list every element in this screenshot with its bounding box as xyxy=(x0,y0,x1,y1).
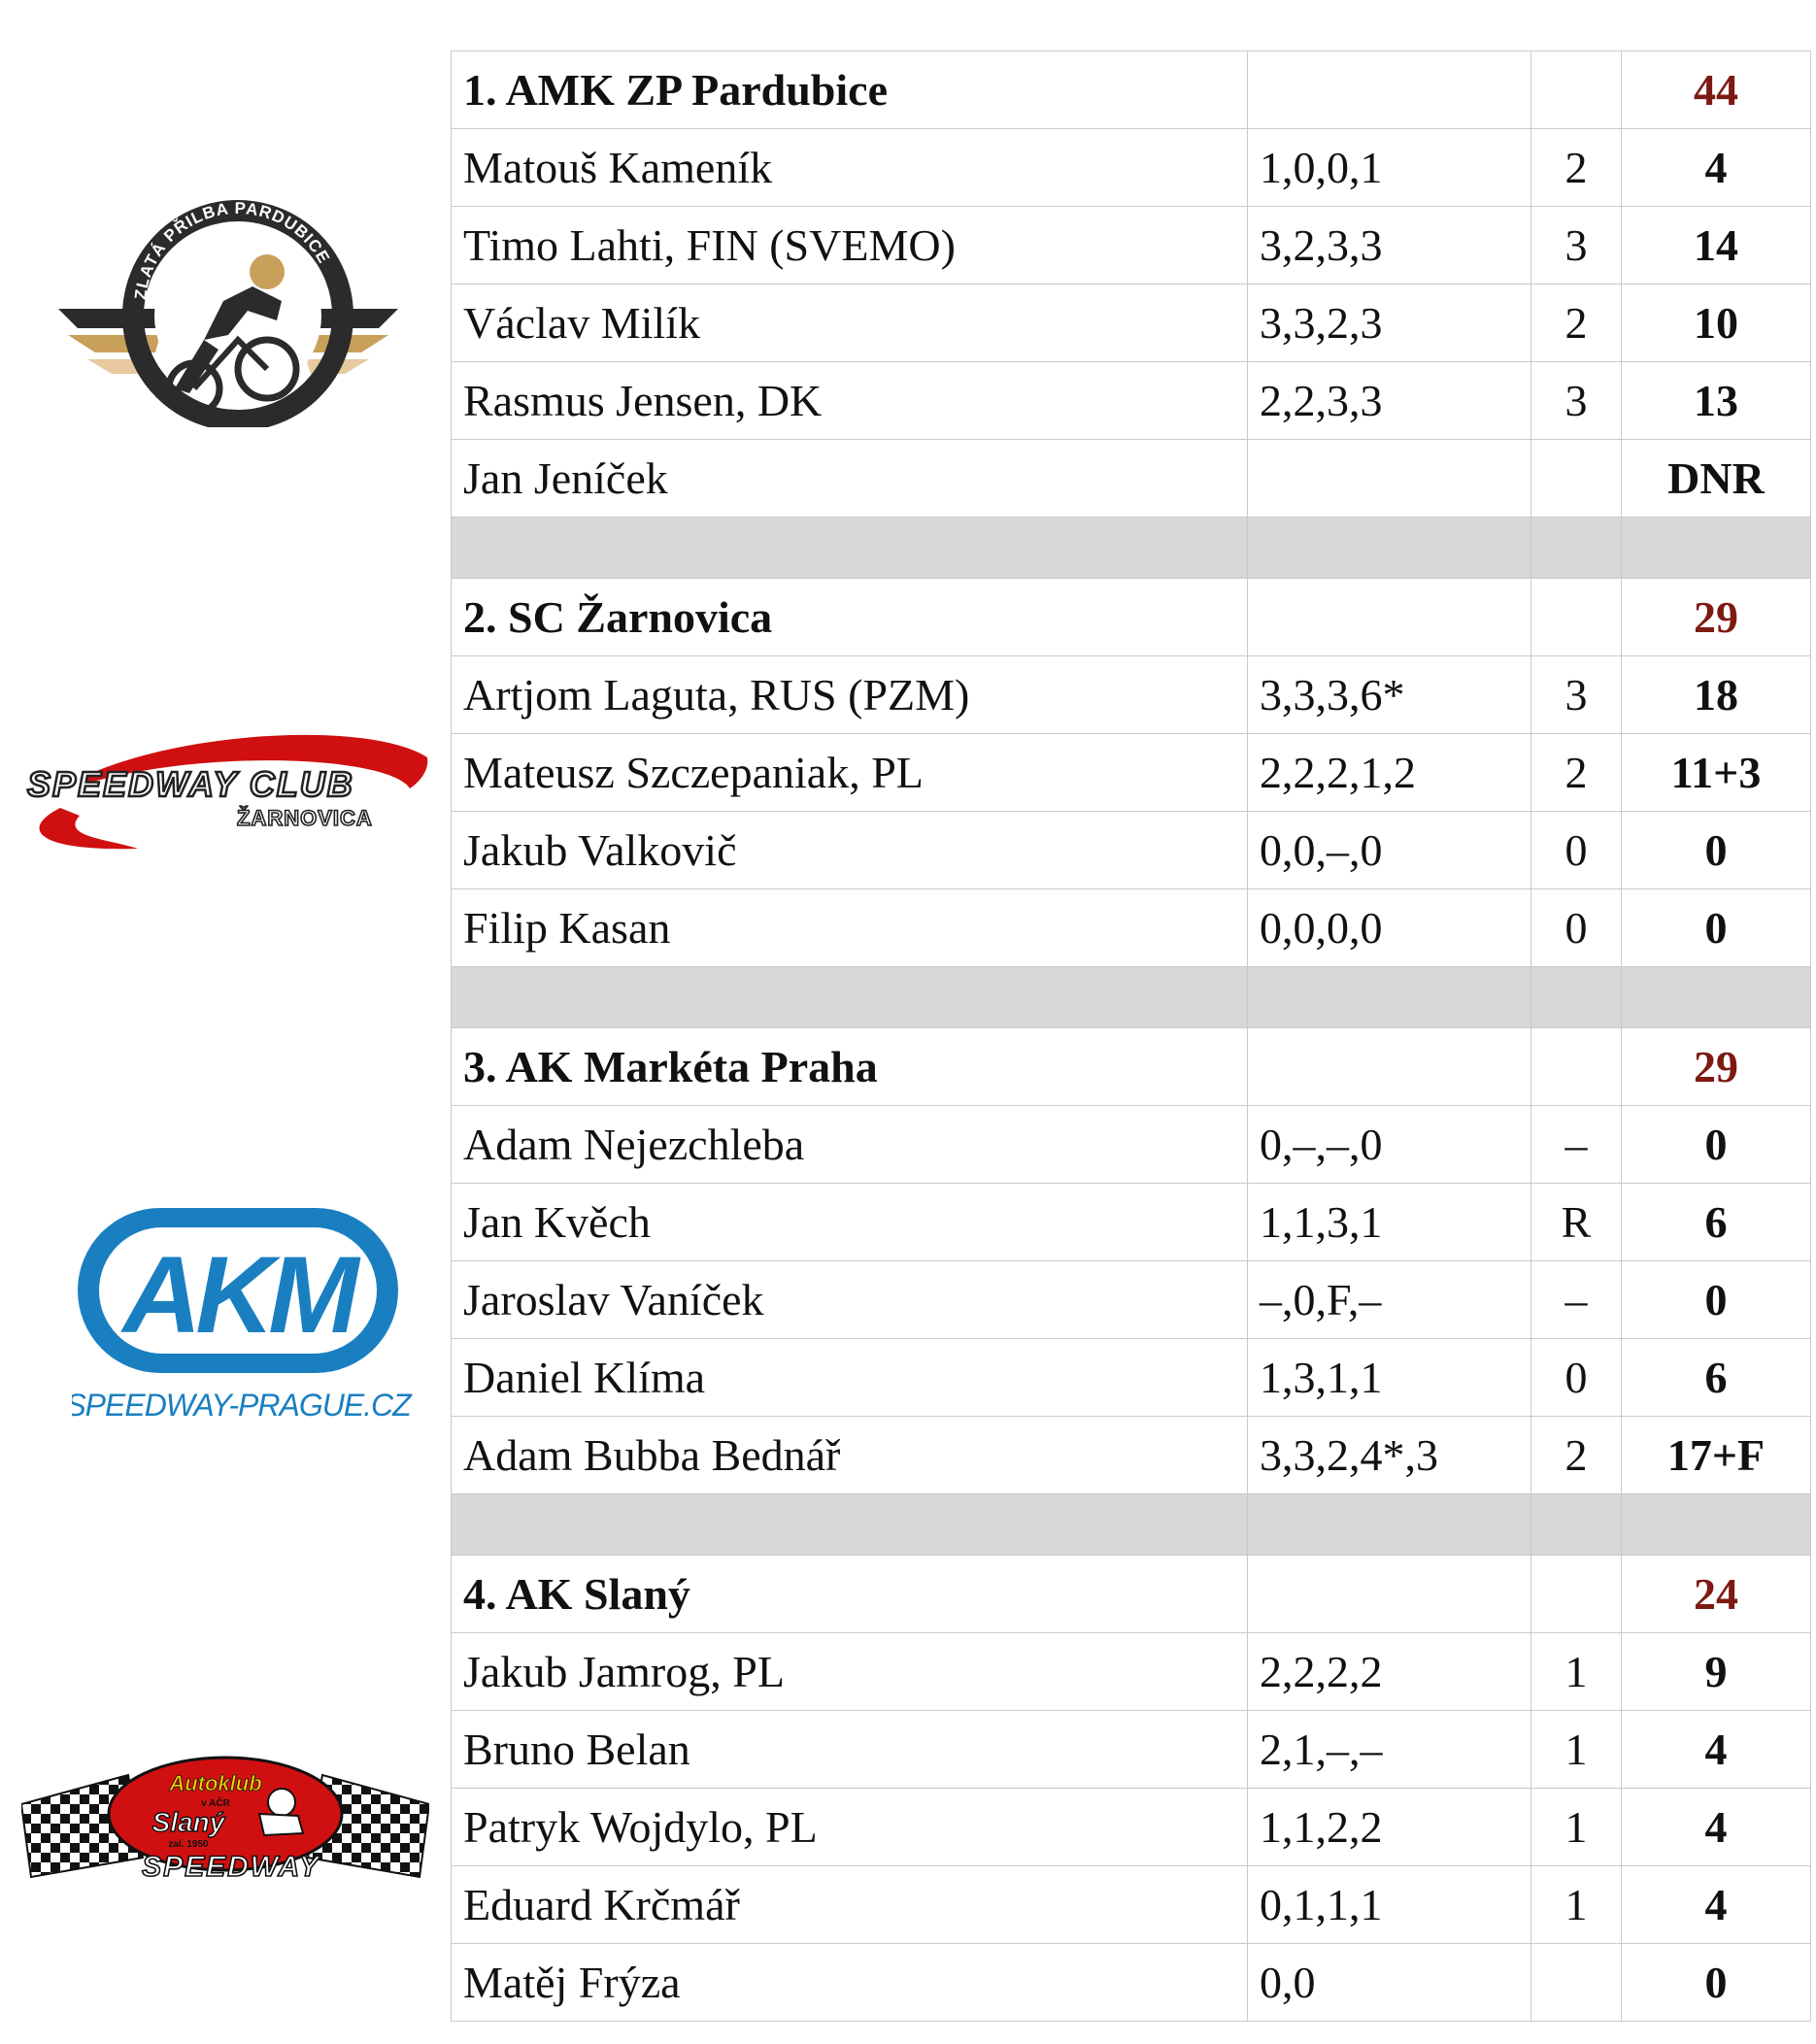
rider-bonus: 2 xyxy=(1531,1417,1622,1494)
rider-total: 9 xyxy=(1622,1633,1811,1711)
rider-name: Eduard Krčmář xyxy=(452,1866,1248,1944)
rider-total: 0 xyxy=(1622,1261,1811,1339)
speedway-club-subtitle: ŽARNOVICA xyxy=(237,806,373,830)
rider-row xyxy=(452,656,1811,734)
separator-row xyxy=(452,1494,1811,1556)
rider-bonus: 0 xyxy=(1531,812,1622,889)
rider-name: Timo Lahti, FIN (SVEMO) xyxy=(452,207,1248,285)
rider-name: Jakub Valkovič xyxy=(452,812,1248,889)
rider-row xyxy=(452,285,1811,362)
rider-heats: 2,1,–,– xyxy=(1248,1711,1531,1789)
rider-bonus: 0 xyxy=(1531,889,1622,967)
rider-name: Artjom Laguta, RUS (PZM) xyxy=(452,656,1248,734)
rider-bonus: – xyxy=(1531,1106,1622,1184)
rider-row xyxy=(452,1106,1811,1184)
team-name: 4. AK Slaný xyxy=(452,1556,1248,1633)
rider-heats: 3,3,2,4*,3 xyxy=(1248,1417,1531,1494)
rider-name: Filip Kasan xyxy=(452,889,1248,967)
rider-bonus: 3 xyxy=(1531,656,1622,734)
rider-name: Adam Nejezchleba xyxy=(452,1106,1248,1184)
rider-total: 4 xyxy=(1622,129,1811,207)
slany-logo-vacr: v AČR xyxy=(201,1798,230,1809)
rider-heats xyxy=(1248,440,1531,518)
slany-logo-autoklub: Autoklub xyxy=(169,1771,262,1795)
rider-heats: 0,1,1,1 xyxy=(1248,1866,1531,1944)
rider-row xyxy=(452,1417,1811,1494)
team-total: 29 xyxy=(1622,1028,1811,1106)
golden-helmet-logo-text: ZLATÁ PŘILBA PARDUBICE xyxy=(131,198,334,301)
rider-row xyxy=(452,734,1811,812)
rider-name: Daniel Klíma xyxy=(452,1339,1248,1417)
rider-total: 18 xyxy=(1622,656,1811,734)
rider-bonus xyxy=(1531,440,1622,518)
rider-name: Jan Jeníček xyxy=(452,440,1248,518)
rider-total: 4 xyxy=(1622,1789,1811,1866)
rider-total: 4 xyxy=(1622,1711,1811,1789)
rider-name: Jakub Jamrog, PL xyxy=(452,1633,1248,1711)
rider-heats: 0,0 xyxy=(1248,1944,1531,2022)
team-total: 44 xyxy=(1622,51,1811,129)
separator-row xyxy=(452,518,1811,579)
rider-name: Patryk Wojdylo, PL xyxy=(452,1789,1248,1866)
rider-name: Václav Milík xyxy=(452,285,1248,362)
akm-logo xyxy=(72,1204,421,1427)
rider-total: 0 xyxy=(1622,1106,1811,1184)
rider-row xyxy=(452,1633,1811,1711)
rider-heats: 1,0,0,1 xyxy=(1248,129,1531,207)
rider-bonus: 3 xyxy=(1531,362,1622,440)
rider-heats: –,0,F,– xyxy=(1248,1261,1531,1339)
team-total: 24 xyxy=(1622,1556,1811,1633)
rider-name: Jaroslav Vaníček xyxy=(452,1261,1248,1339)
rider-row xyxy=(452,1261,1811,1339)
checkered-flag-logo xyxy=(21,1756,429,1882)
rider-total: 13 xyxy=(1622,362,1811,440)
rider-bonus: 2 xyxy=(1531,285,1622,362)
rider-bonus: – xyxy=(1531,1261,1622,1339)
rider-total: 14 xyxy=(1622,207,1811,285)
rider-heats: 0,0,–,0 xyxy=(1248,812,1531,889)
rider-row xyxy=(452,362,1811,440)
rider-heats: 3,3,2,3 xyxy=(1248,285,1531,362)
rider-bonus: 1 xyxy=(1531,1633,1622,1711)
rider-bonus: 2 xyxy=(1531,734,1622,812)
speedway-club-title: SPEEDWAY CLUB xyxy=(27,764,354,804)
rider-heats: 2,2,2,1,2 xyxy=(1248,734,1531,812)
team-row xyxy=(452,1556,1811,1633)
rider-heats: 1,1,2,2 xyxy=(1248,1789,1531,1866)
team-name: 3. AK Markéta Praha xyxy=(452,1028,1248,1106)
rider-name: Rasmus Jensen, DK xyxy=(452,362,1248,440)
rider-heats: 1,3,1,1 xyxy=(1248,1339,1531,1417)
rider-row xyxy=(452,207,1811,285)
rider-name: Jan Kvěch xyxy=(452,1184,1248,1261)
team-name: 1. AMK ZP Pardubice xyxy=(452,51,1248,129)
rider-name: Adam Bubba Bednář xyxy=(452,1417,1248,1494)
results-table xyxy=(451,50,1811,2022)
rider-heats: 0,0,0,0 xyxy=(1248,889,1531,967)
rider-row xyxy=(452,1866,1811,1944)
rider-bonus: 3 xyxy=(1531,207,1622,285)
golden-helmet-logo xyxy=(58,194,398,427)
akm-logo-url: SPEEDWAY-PRAGUE.CZ xyxy=(72,1388,411,1423)
team-row xyxy=(452,579,1811,656)
rider-row xyxy=(452,1184,1811,1261)
rider-name: Matouš Kameník xyxy=(452,129,1248,207)
rider-total: 6 xyxy=(1622,1184,1811,1261)
rider-row xyxy=(452,889,1811,967)
rider-total: 11+3 xyxy=(1622,734,1811,812)
team-row xyxy=(452,51,1811,129)
team-name: 2. SC Žarnovica xyxy=(452,579,1248,656)
rider-row xyxy=(452,812,1811,889)
rider-heats: 0,–,–,0 xyxy=(1248,1106,1531,1184)
rider-total: 0 xyxy=(1622,812,1811,889)
rider-row xyxy=(452,1711,1811,1789)
rider-row xyxy=(452,1944,1811,2022)
team-row xyxy=(452,1028,1811,1106)
rider-total: 0 xyxy=(1622,889,1811,967)
rider-total: 6 xyxy=(1622,1339,1811,1417)
speedway-club-logo xyxy=(21,730,429,856)
akm-logo-letters: AKM xyxy=(122,1234,353,1356)
rider-bonus: 1 xyxy=(1531,1866,1622,1944)
rider-bonus: 1 xyxy=(1531,1789,1622,1866)
rider-name: Bruno Belan xyxy=(452,1711,1248,1789)
rider-total: 10 xyxy=(1622,285,1811,362)
slany-logo-name: Slaný xyxy=(151,1807,225,1837)
rider-name: Mateusz Szczepaniak, PL xyxy=(452,734,1248,812)
team-total: 29 xyxy=(1622,579,1811,656)
rider-heats: 2,2,2,2 xyxy=(1248,1633,1531,1711)
rider-total: 0 xyxy=(1622,1944,1811,2022)
rider-bonus xyxy=(1531,1944,1622,2022)
rider-bonus: 2 xyxy=(1531,129,1622,207)
rider-heats: 2,2,3,3 xyxy=(1248,362,1531,440)
slany-logo-speedway: SPEEDWAY xyxy=(142,1851,320,1882)
rider-total: 4 xyxy=(1622,1866,1811,1944)
rider-row xyxy=(452,1339,1811,1417)
rider-heats: 3,3,3,6* xyxy=(1248,656,1531,734)
slany-logo-founded: zal. 1950 xyxy=(168,1839,209,1850)
rider-heats: 3,2,3,3 xyxy=(1248,207,1531,285)
rider-name: Matěj Frýza xyxy=(452,1944,1248,2022)
rider-bonus: 0 xyxy=(1531,1339,1622,1417)
rider-total: 17+F xyxy=(1622,1417,1811,1494)
rider-bonus: R xyxy=(1531,1184,1622,1261)
rider-heats: 1,1,3,1 xyxy=(1248,1184,1531,1261)
separator-row xyxy=(452,967,1811,1028)
rider-bonus: 1 xyxy=(1531,1711,1622,1789)
rider-row xyxy=(452,440,1811,518)
rider-row xyxy=(452,1789,1811,1866)
rider-total: DNR xyxy=(1622,440,1811,518)
rider-row xyxy=(452,129,1811,207)
